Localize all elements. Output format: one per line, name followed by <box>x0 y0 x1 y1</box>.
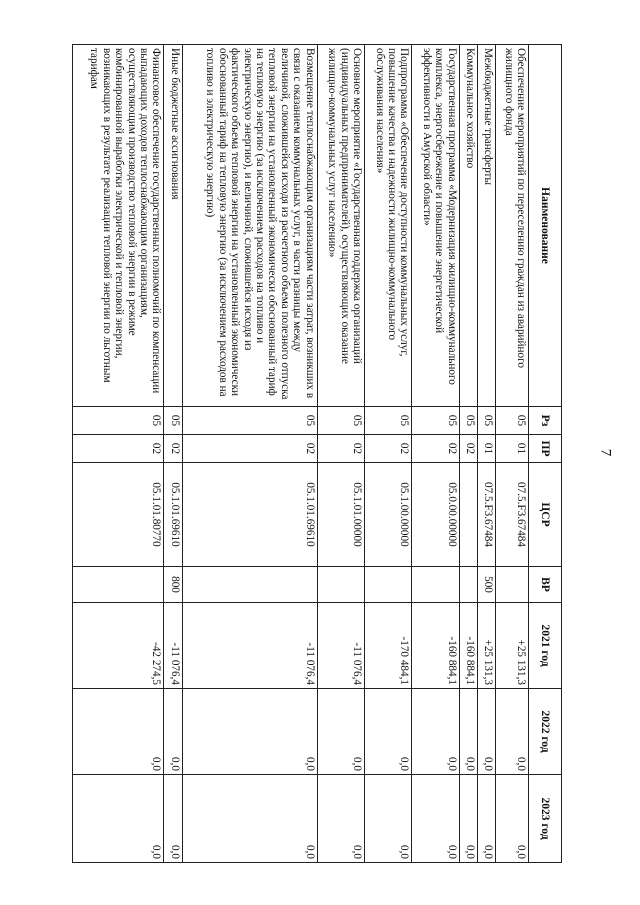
row-2023: 0,0 <box>365 775 412 863</box>
row-2022: 0,0 <box>496 689 529 775</box>
table-row <box>478 45 496 863</box>
row-2022: 0,0 <box>182 689 317 775</box>
row-rz: 05 <box>412 407 459 435</box>
row-name: Межбюджетные трансферты <box>478 45 496 407</box>
table-row <box>412 45 459 863</box>
row-pr: 02 <box>317 435 364 463</box>
row-rz: 05 <box>496 407 529 435</box>
row-csr: 05.1.01.00000 <box>317 463 364 567</box>
row-pr: 02 <box>73 435 164 463</box>
page-number: 7 <box>597 448 614 457</box>
row-2023: 0,0 <box>164 775 182 863</box>
row-pr: 01 <box>496 435 529 463</box>
row-rz: 05 <box>478 407 496 435</box>
row-name: Основное мероприятие «Государственная поддержка организаций (индивидуальных предпринимателей), осуществляющих оказание жилищно-коммунальных услуг населению» <box>317 45 364 407</box>
header-rz: Рз <box>529 407 562 435</box>
header-2021: 2021 год <box>529 603 562 689</box>
row-vr: 800 <box>164 567 182 603</box>
table-row <box>182 45 317 863</box>
row-2021: +25 131,3 <box>496 603 529 689</box>
row-pr: 02 <box>412 435 459 463</box>
row-name: Обеспечение мероприятий по переселению граждан из аварийного жилищного фонда <box>496 45 529 407</box>
row-2021: +25 131,3 <box>478 603 496 689</box>
table-row <box>73 45 164 863</box>
table-row <box>496 45 529 863</box>
row-pr: 02 <box>182 435 317 463</box>
row-vr <box>73 567 164 603</box>
row-rz: 05 <box>182 407 317 435</box>
row-2023: 0,0 <box>496 775 529 863</box>
row-name: Возмещение теплоснабжающим организациям части затрат, возникших в связи с оказанием коммунальных услуг, в части разницы между величиной, сложившейся исходя из расчетного объема полезного отпуска тепловой энергии на установленный экономически обоснованный тариф на тепловую энергию (за исключением расходов на топливо и электрическую энергию), и величиной, сложившейся исходя из фактического объема тепловой энергии на установленный экономически обоснованный тариф на тепловую энергию (за исключением расходов на топливо и электрическую энергию) <box>182 45 317 407</box>
header-2023: 2023 год <box>529 775 562 863</box>
row-vr <box>412 567 459 603</box>
table-row <box>365 45 412 863</box>
row-2022: 0,0 <box>317 689 364 775</box>
budget-table <box>72 44 562 863</box>
row-rz: 05 <box>459 407 477 435</box>
row-name: Коммунальное хозяйство <box>459 45 477 407</box>
row-2022: 0,0 <box>164 689 182 775</box>
row-vr <box>365 567 412 603</box>
row-pr: 02 <box>459 435 477 463</box>
row-2021: -11 076,4 <box>317 603 364 689</box>
row-csr: 05.1.01.69610 <box>182 463 317 567</box>
row-csr: 05.1.00.00000 <box>365 463 412 567</box>
row-2023: 0,0 <box>478 775 496 863</box>
row-csr: 05.0.00.00000 <box>412 463 459 567</box>
row-vr <box>496 567 529 603</box>
row-csr: 05.1.01.69610 <box>164 463 182 567</box>
row-name: Иные бюджетные ассигнования <box>164 45 182 407</box>
row-2023: 0,0 <box>73 775 164 863</box>
row-2021: -11 076,4 <box>182 603 317 689</box>
header-name: Наименование <box>529 45 562 407</box>
budget-sheet <box>72 44 562 862</box>
row-2021: -160 884,1 <box>412 603 459 689</box>
table-body <box>73 45 529 863</box>
header-vr: ВР <box>529 567 562 603</box>
table-header-row <box>529 45 562 863</box>
row-vr <box>459 567 477 603</box>
row-2023: 0,0 <box>459 775 477 863</box>
table-row <box>317 45 364 863</box>
row-rz: 05 <box>365 407 412 435</box>
row-csr: 07.5.F3.67484 <box>496 463 529 567</box>
row-csr: 05.1.01.80770 <box>73 463 164 567</box>
row-name: Государственная программа «Модернизация жилищно-коммунального комплекса, энергосбережение и повышение энергетической эффективности в Амурской области» <box>412 45 459 407</box>
row-2023: 0,0 <box>317 775 364 863</box>
row-vr <box>317 567 364 603</box>
header-2022: 2022 год <box>529 689 562 775</box>
row-2022: 0,0 <box>365 689 412 775</box>
row-csr: 07.5.F3.67484 <box>478 463 496 567</box>
row-pr: 02 <box>164 435 182 463</box>
row-pr: 01 <box>478 435 496 463</box>
row-vr: 500 <box>478 567 496 603</box>
header-csr: ЦСР <box>529 463 562 567</box>
table-row <box>164 45 182 863</box>
row-pr: 02 <box>365 435 412 463</box>
row-csr <box>459 463 477 567</box>
row-2023: 0,0 <box>182 775 317 863</box>
row-vr <box>182 567 317 603</box>
row-name: Подпрограмма «Обеспечение доступности коммунальных услуг, повышение качества и надежности жилищно-коммунального обслуживания населения» <box>365 45 412 407</box>
row-name: Финансовое обеспечение государственных полномочий по компенсации выпадающих доходов теплоснабжающим организациям, осуществляющим производство тепловой энергии в режиме комбинированной выработки электрической и тепловой энергии, возникающих в результате реализации тепловой энергии по льготным тарифам <box>73 45 164 407</box>
row-2021: -42 274,5 <box>73 603 164 689</box>
row-2022: 0,0 <box>73 689 164 775</box>
row-2021: -170 484,1 <box>365 603 412 689</box>
row-2023: 0,0 <box>412 775 459 863</box>
row-2021: -11 076,4 <box>164 603 182 689</box>
header-pr: ПР <box>529 435 562 463</box>
row-2022: 0,0 <box>459 689 477 775</box>
row-2022: 0,0 <box>412 689 459 775</box>
row-2022: 0,0 <box>478 689 496 775</box>
table-row <box>459 45 477 863</box>
row-rz: 05 <box>317 407 364 435</box>
row-rz: 05 <box>73 407 164 435</box>
row-rz: 05 <box>164 407 182 435</box>
row-2021: -160 884,1 <box>459 603 477 689</box>
